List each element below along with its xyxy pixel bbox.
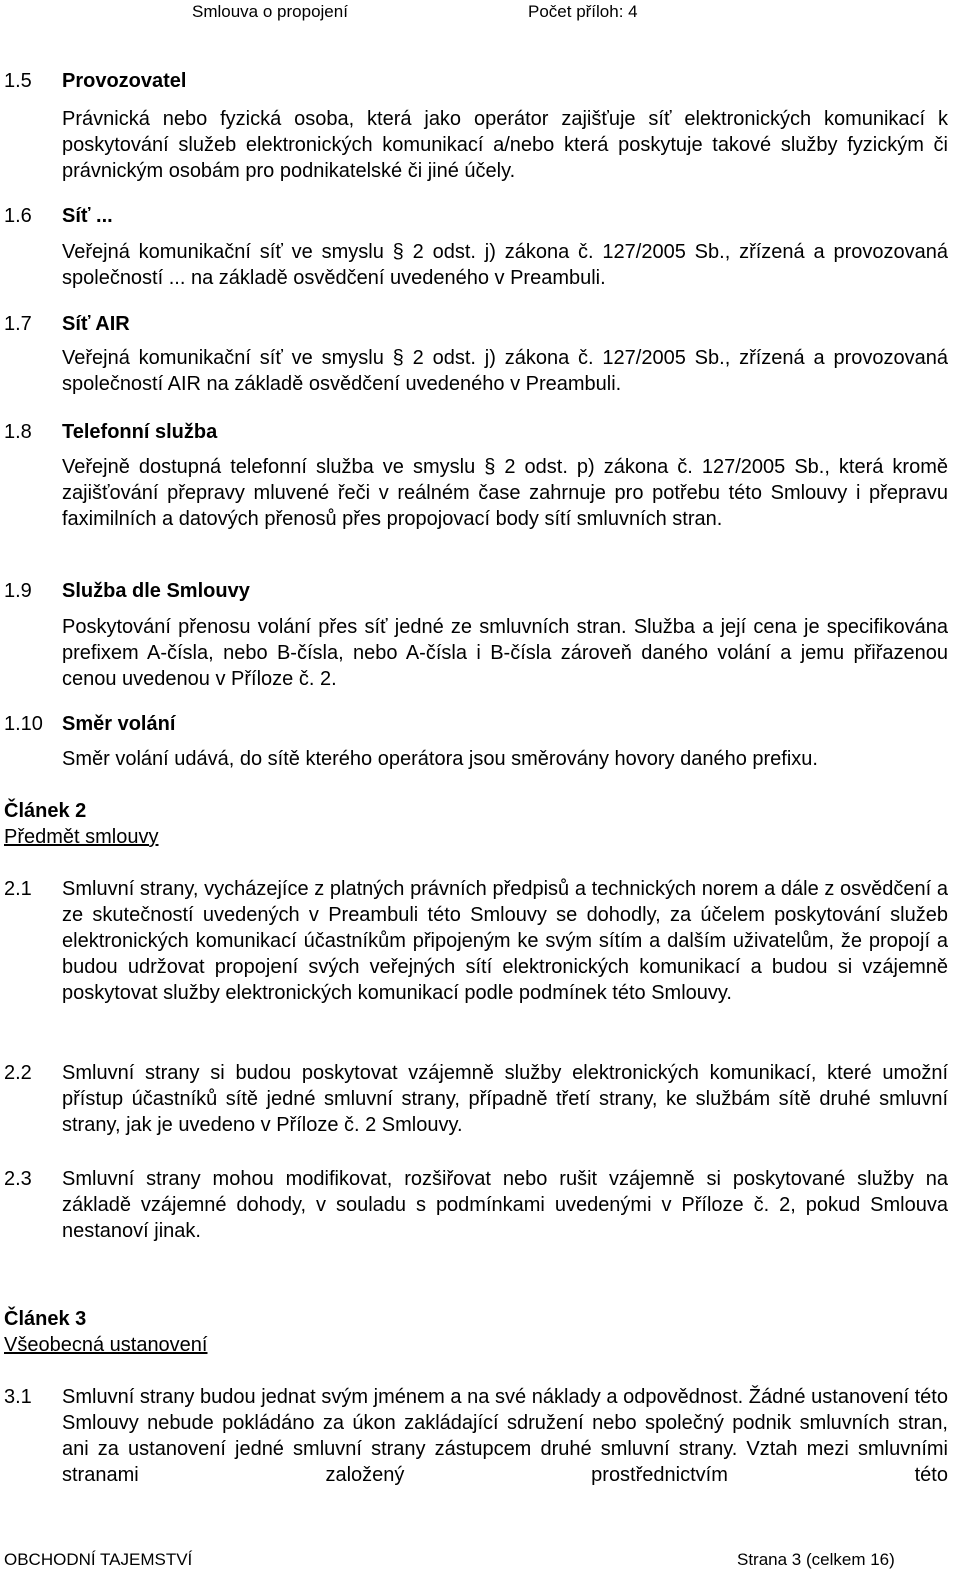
section-heading: Směr volání: [62, 713, 176, 735]
section-heading: Provozovatel: [62, 70, 187, 92]
clause-text: [62, 1166, 948, 1244]
clause-number: 2.1: [4, 878, 32, 900]
header-document-title: Smlouva o propojení: [192, 2, 348, 21]
section-text: [62, 614, 948, 692]
clause-paragraph: Smluvní strany, vycházejíce z platných právních předpisů a technických norem a dále z osvědčení a ze skutečností uvedených v Preambuli této Smlouvy se dohodly, za účelem poskytování služeb elektronických komunikací účastníkům připojeným ke svým sítím a dalším uživatelům, že propojí a budou udržovat propojení svých veřejných sítí elektronických komunikací a budou si vzájemně poskytovat služby elektronických komunikací podle podmínek této Smlouvy.: [62, 878, 948, 1004]
section-number: 1.6: [4, 205, 32, 227]
section-number: 1.8: [4, 421, 32, 443]
section-number: 1.10: [4, 713, 43, 735]
header-attachment-count: Počet příloh: 4: [528, 2, 638, 21]
section-paragraph: Směr volání udává, do sítě kterého operátora jsou směrovány hovory daného prefixu.: [62, 748, 818, 770]
footer-page-number: Strana 3 (celkem 16): [737, 1550, 895, 1569]
clause-paragraph: Smluvní strany budou jednat svým jménem a na své náklady a odpovědnost. Žádné ustanovení této Smlouvy nebude pokládáno za úkon zakládající sdružení nebo společný podnik smluvních stran, ani za ustanovení jedné smluvní strany zástupcem druhé smluvní strany. Vztah mezi smluvními stranami založený prostřednictvím této: [62, 1386, 948, 1486]
clause-number: 3.1: [4, 1386, 32, 1408]
section-paragraph: Poskytování přenosu volání přes síť jedné ze smluvních stran. Služba a její cena je specifikována prefixem A-čísla, nebo B-čísla, nebo A-čísla i B-čísla zároveň daného volání a jemu přiřazenou cenou uvedenou v Příloze č. 2.: [62, 616, 948, 690]
section-number: 1.7: [4, 313, 32, 335]
section-text: [62, 106, 948, 184]
section-paragraph: Právnická nebo fyzická osoba, která jako operátor zajišťuje síť elektronických komunikací k poskytování služeb elektronických komunikací a/nebo která poskytuje takové služby fyzickým či právnickým osobám pro podnikatelské či jiné účely.: [62, 108, 948, 182]
section-number: 1.5: [4, 70, 32, 92]
article-title: Článek 3: [4, 1308, 87, 1330]
clause-number: 2.2: [4, 1062, 32, 1084]
article-subtitle: Předmět smlouvy: [4, 826, 159, 848]
section-text: [62, 345, 948, 397]
section-paragraph: Veřejná komunikační síť ve smyslu § 2 odst. j) zákona č. 127/2005 Sb., zřízená a provozovaná společností ... na základě osvědčení uvedeného v Preambuli.: [62, 241, 948, 289]
section-text: [62, 454, 948, 532]
clause-text: [62, 876, 948, 1006]
footer-confidential: OBCHODNÍ TAJEMSTVÍ: [4, 1550, 193, 1569]
clause-text: [62, 1384, 948, 1488]
section-heading: Služba dle Smlouvy: [62, 580, 250, 602]
clause-text: [62, 1060, 948, 1138]
section-number: 1.9: [4, 580, 32, 602]
section-paragraph: Veřejně dostupná telefonní služba ve smyslu § 2 odst. p) zákona č. 127/2005 Sb., která kromě zajišťování přepravy mluvené řeči v reálném čase zahrnuje pro potřebu této Smlouvy i přepravu faximilních a datových přenosů přes propojovací body sítí smluvních stran.: [62, 456, 948, 530]
clause-paragraph: Smluvní strany si budou poskytovat vzájemně služby elektronických komunikací, které umožní přístup účastníků sítě jedné smluvní strany, případně třetí strany, ke službám sítě druhé smluvní strany, jak je uvedeno v Příloze č. 2 Smlouvy.: [62, 1062, 948, 1136]
section-heading: Telefonní služba: [62, 421, 218, 443]
section-heading: Síť ...: [62, 205, 113, 227]
article-title: Článek 2: [4, 800, 87, 822]
section-text: [62, 746, 948, 772]
clause-paragraph: Smluvní strany mohou modifikovat, rozšiřovat nebo rušit vzájemně si poskytované služby na základě vzájemné dohody, v souladu s podmínkami uvedenými v Příloze č. 2, pokud Smlouva nestanoví jinak.: [62, 1168, 948, 1242]
section-heading: Síť AIR: [62, 313, 130, 335]
article-subtitle: Všeobecná ustanovení: [4, 1334, 208, 1356]
clause-number: 2.3: [4, 1168, 32, 1190]
section-paragraph: Veřejná komunikační síť ve smyslu § 2 odst. j) zákona č. 127/2005 Sb., zřízená a provozovaná společností AIR na základě osvědčení uvedeného v Preambuli.: [62, 347, 948, 395]
section-text: [62, 239, 948, 291]
